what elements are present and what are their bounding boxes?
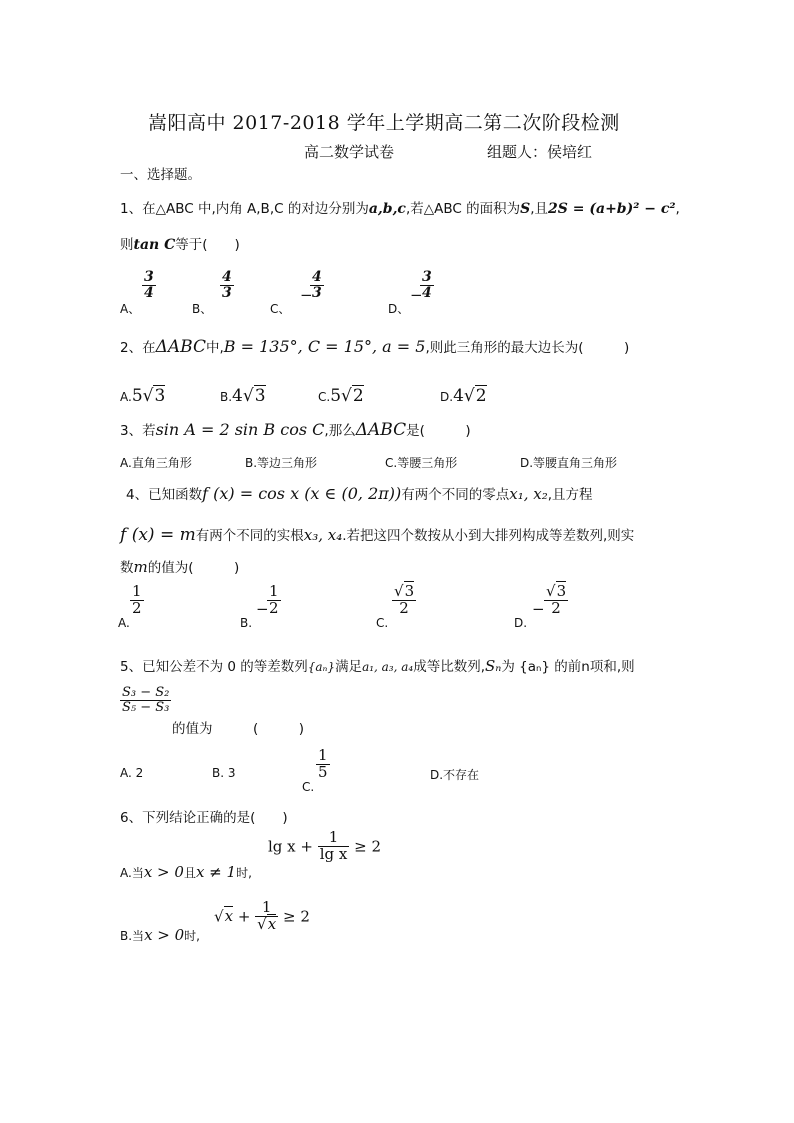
q4-option-A-value: $\frac{1}{2}$ [132,582,142,617]
q4-x12: x₁, x₂ [509,485,548,503]
q3-text: 是( ) [406,423,471,439]
q1-text: ,若△ABC 的面积为 [405,201,521,217]
q1-option-A-label: A、 [120,302,141,316]
q5-terms: a₁, a₃, a₄ [362,660,414,674]
q1-option-D-label: D、 [388,302,410,316]
q4-text: ,且方程 [547,487,593,503]
question-3 [120,419,471,440]
q1-option-C-value: $\frac{4}{3}$ [312,269,322,301]
q4-option-C-label: C. [376,616,389,630]
q5-text: 5、已知公差不为 0 的等差数列 [120,659,308,675]
question-4-line-3 [120,556,239,576]
question-2 [120,336,629,357]
q4-option-A-label: A. [118,616,130,630]
q6-option-A-inequality: lg x + $\frac{1}{\text{lg x}}$ ≥ 2 [268,828,382,863]
question-1-line-2 [120,233,240,253]
question-1-line-1 [120,197,680,217]
exam-author: 组题人：侯培红 [487,143,593,161]
question-4-line-1 [126,483,593,503]
q5-fraction: $\frac{\text{S₃ − S₂}}{\text{S₅ − S₃}}$ [122,685,170,715]
q4-equation: f (x) = m [120,525,196,545]
q4-option-B-value: $\frac{1}{2}$ [269,582,279,617]
q4-x34: x₃, x₄ [303,526,343,544]
q6-option-B-condition: B.当x > 0时, [120,926,200,944]
q1-option-B-label: B、 [192,302,213,316]
page-title: 嵩阳高中 2017-2018 学年上学期高二第二次阶段检测 [148,112,620,134]
q2-option-B: B.4√3 [220,386,266,406]
q5-option-B: B. 3 [212,766,236,780]
q4-option-C-value: $\frac{√3}{2}$ [394,582,415,617]
q2-triangle: ΔABC [155,337,206,357]
q2-text: ,则此三角形的最大边长为( ) [425,340,630,356]
q1-option-A-value: $\frac{3}{4}$ [144,269,154,301]
q3-option-B: B.等边三角形 [245,456,318,470]
q1-option-C-label: C、 [270,302,291,316]
q5-option-D: D.不存在 [430,768,480,782]
q3-text: 3、若 [120,423,156,439]
q4-text: 4、已知函数 [126,487,203,503]
q1-text: ,且 [530,201,549,217]
q2-text: 2、在 [120,340,156,356]
q2-option-D: D.4√2 [440,386,487,406]
q5-option-A: A. 2 [120,766,144,780]
q4-text: 有两个不同的实根 [195,528,304,544]
q3-text: ,那么 [324,423,356,439]
q4-function: f (x) = cos x (x ∈ (0, 2π)) [202,484,402,503]
q1-S: S [520,201,531,217]
q5-Sn: Sₙ [485,657,502,675]
q5-option-C-label: C. [302,780,315,794]
q1-text: 1、在△ABC 中,内角 A,B,C 的对边分别为 [120,201,369,217]
q5-text: 项和,则 [589,659,635,675]
q6-option-B-inequality: √x + $\frac{1}{√x}$ ≥ 2 [214,898,310,933]
section-heading: 一、选择题。 [120,167,201,183]
question-5-line-1 [120,655,635,675]
q4-option-D-label: D. [514,616,528,630]
exam-subtitle: 高二数学试卷 [304,143,395,161]
q5-stem-end: 的值为 ( ) [172,721,305,737]
q3-option-D: D.等腰直角三角形 [520,456,618,470]
q1-abc: a,b,c [368,201,406,217]
q4-option-B-label: B. [240,616,253,630]
q4-text: 有两个不同的零点 [401,487,510,503]
q1-option-B-value: $\frac{4}{3}$ [222,269,232,301]
q1-tanC: tan C [133,237,176,253]
q1-option-C-minus: − [300,286,313,304]
q4-text: 数 [120,560,134,576]
q3-option-A: A.直角三角形 [120,456,192,470]
q4-option-D-value: $\frac{√3}{2}$ [546,582,567,617]
q5-option-C-value: $\frac{1}{5}$ [318,746,328,781]
q2-option-C: C.5√2 [318,386,364,406]
q3-equation: sin A = 2 sin B cos C [155,420,325,439]
q1-text: 等于( ) [175,237,240,253]
q1-text: 则 [120,237,134,253]
q1-option-D-value: $\frac{3}{4}$ [422,269,432,301]
q3-triangle: ΔABC [355,420,407,440]
q2-conditions: B = 135°, C = 15°, a = 5 [223,337,426,356]
q1-text: , [675,201,680,217]
q1-equation: 2S = (a+b)² − c² [548,201,676,217]
q5-sequence: {aₙ} [307,660,336,674]
q4-text: .若把这四个数按从小到大排列构成等差数列,则实 [342,528,635,544]
q2-option-A: A.5√3 [120,386,166,406]
q4-option-B-minus: − [256,600,269,618]
question-6: 6、下列结论正确的是( ) [120,810,288,826]
q5-text: 满足 [335,659,363,675]
q4-options [118,582,598,632]
q2-options [120,374,520,406]
q6-option-A-condition: A.当x > 0且x ≠ 1时, [120,863,252,881]
q4-m: m [133,558,148,576]
q4-text: 的值为( ) [147,560,240,576]
question-4-line-2 [120,524,634,545]
q5-text: 成等比数列, [413,659,486,675]
q3-option-C: C.等腰三角形 [385,456,458,470]
q5-text: 为 {aₙ} 的前n [501,659,590,675]
q1-option-D-minus: − [410,286,423,304]
q2-text: 中, [205,340,224,356]
q4-option-D-minus: − [532,600,545,618]
